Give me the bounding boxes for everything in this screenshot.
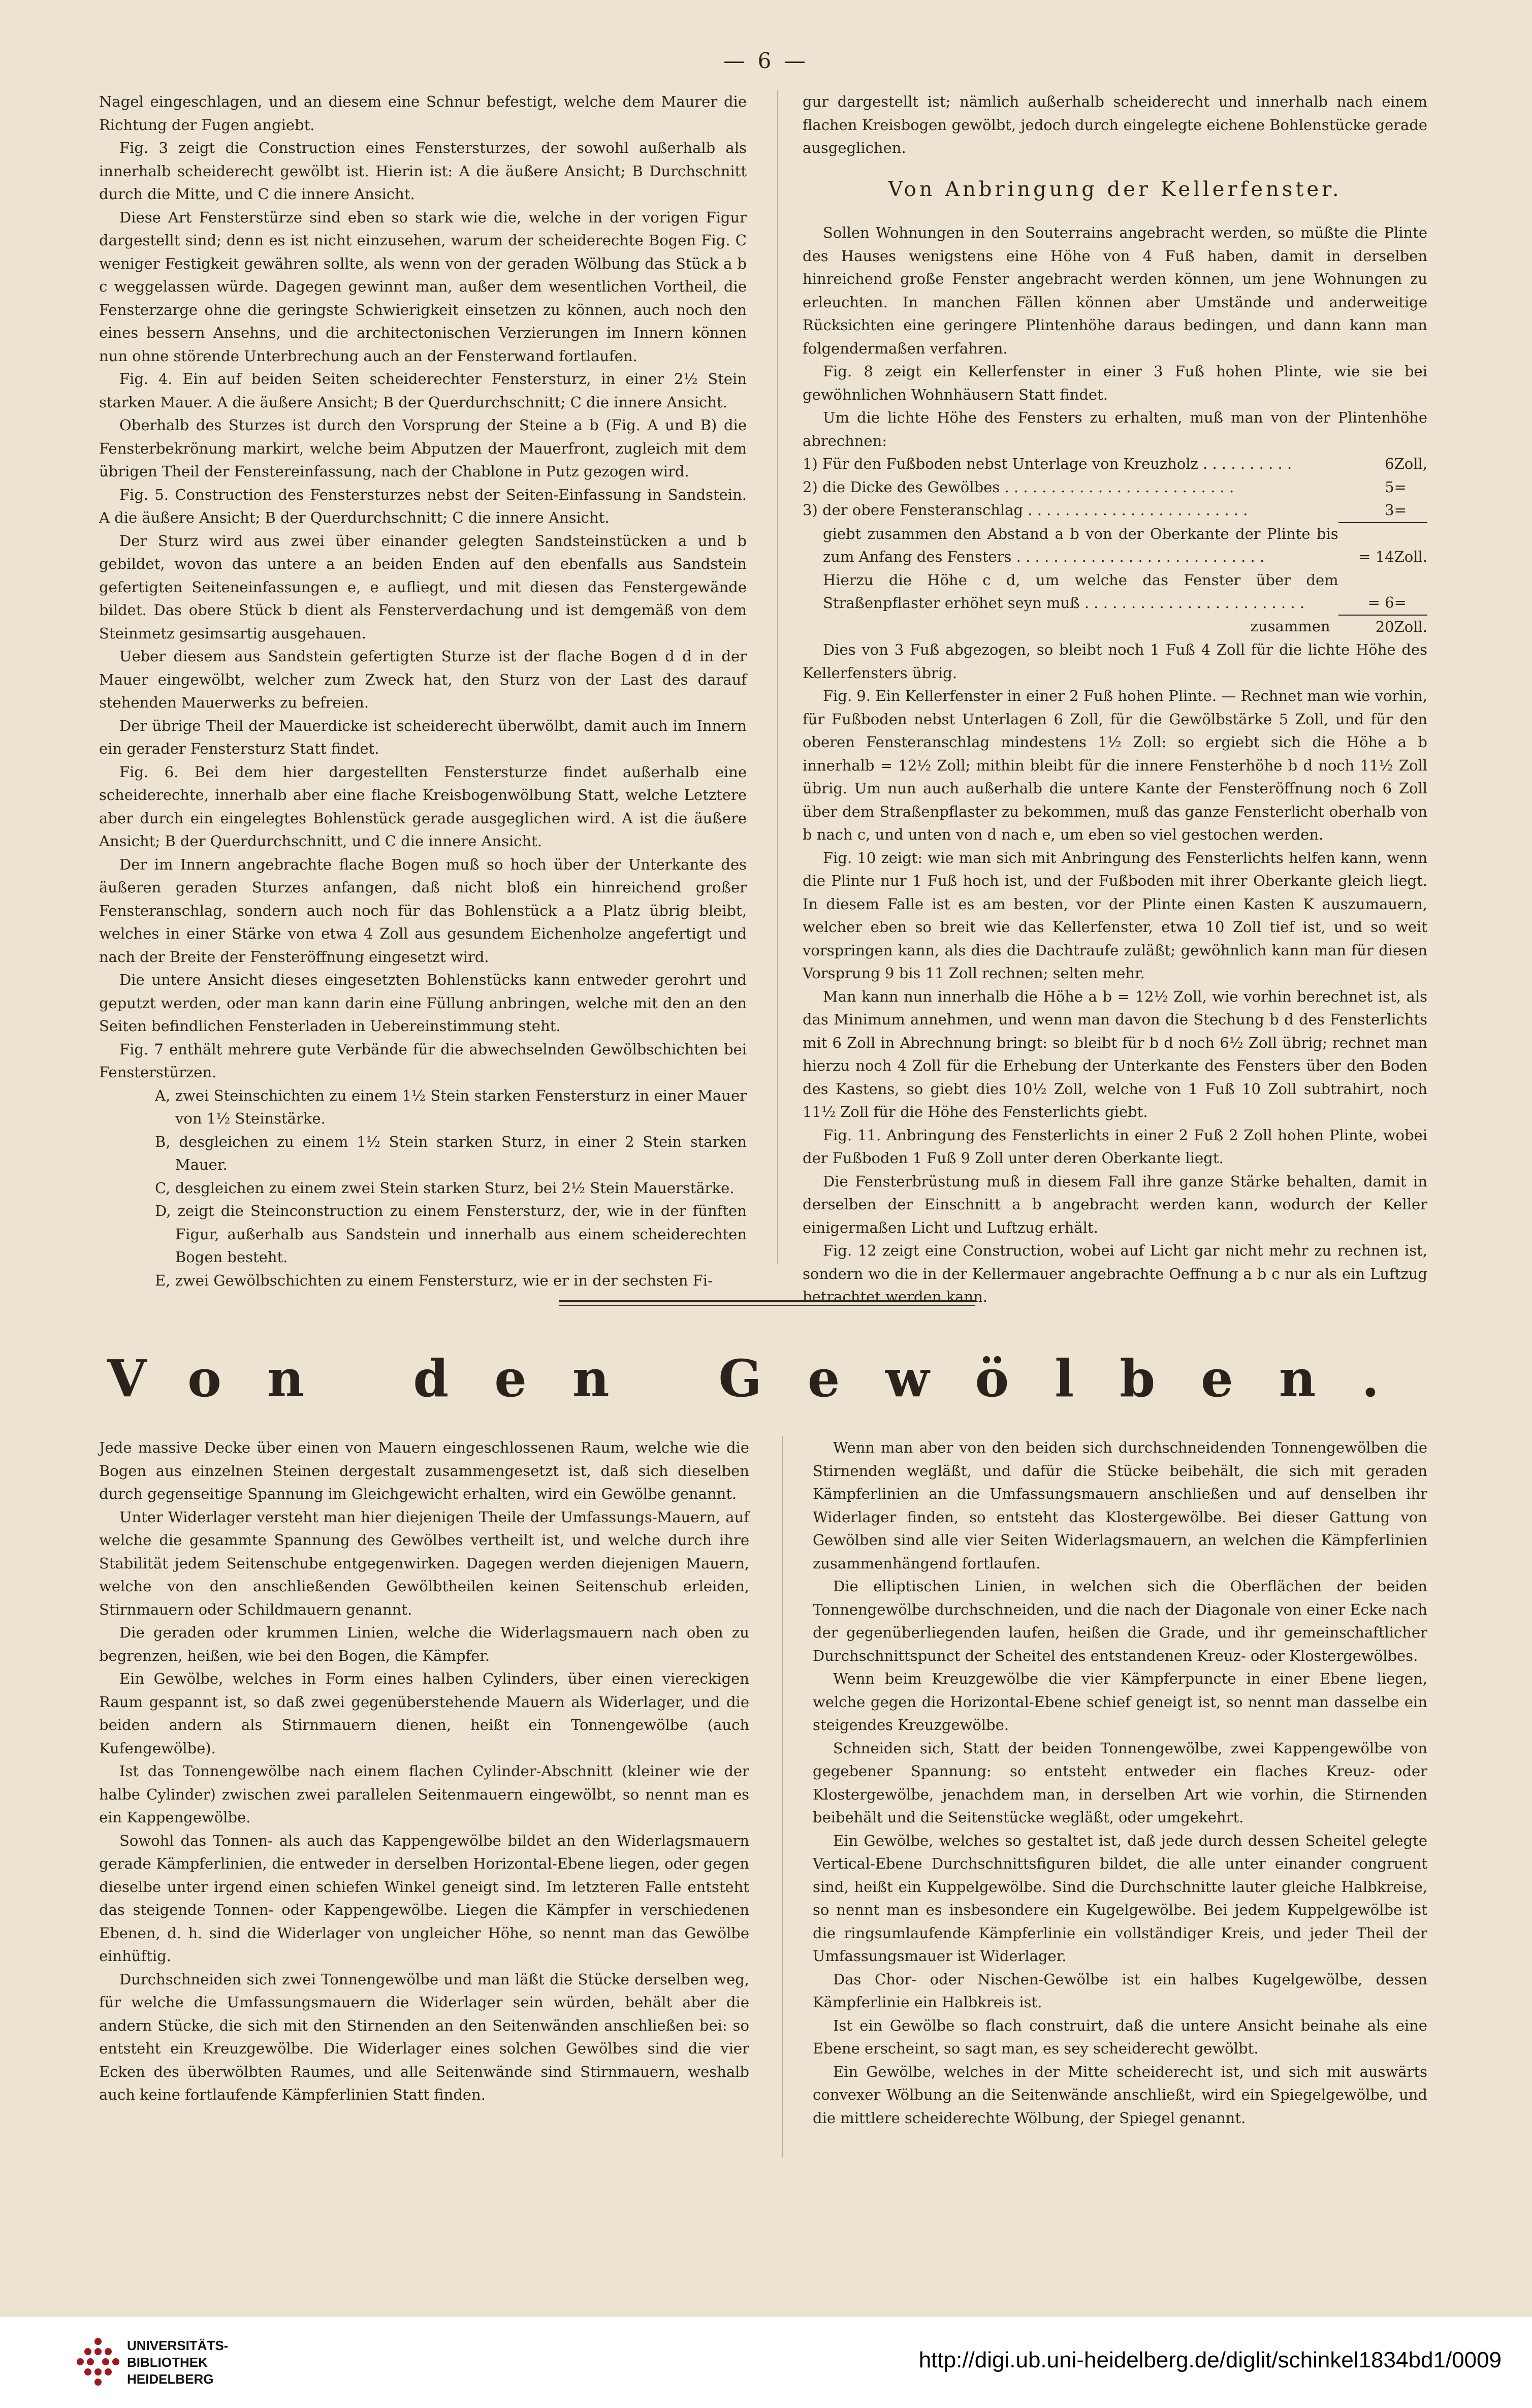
fig7-list-item: B, desgleichen zu einem 1½ Stein starken Sturz, in einer 2 Stein starken Mauer.: [155, 1133, 747, 1173]
paragraph: Jede massive Decke über einen von Mauern eingeschlossenen Raum, welche wie die Bogen aus einzelnen Steinen dergestalt zusammengesetzt ist, daß sich dieselben durch gegenseitige Spannung im Gleichgewicht erhalten, wird ein Gewölbe genannt.: [99, 1439, 749, 1502]
paragraph: Fig. 7 enthält mehrere gute Verbände für die abwechselnden Gewölbschichten bei Fensterstürzen.: [99, 1040, 747, 1081]
calc-unit: Zoll.: [1394, 523, 1427, 569]
paragraph: Der im Innern angebrachte flache Bogen muß so hoch über der Unterkante des äußeren geraden Sturzes anfangen, daß nicht bloß ein hinreichend großer Fensteranschlag, sondern auch noch für das Bohlenstück a a Platz übrig bleibt, welches in einer Stärke von etwa 4 Zoll aus gesundem Eichenholze angefertigt und nach der Breite der Fensteröffnung eingesetzt wird.: [99, 855, 747, 966]
logo-line: BIBLIOTHEK: [127, 2355, 208, 2370]
calc-unit: =: [1394, 594, 1407, 611]
top-right-column: [803, 90, 1427, 1309]
paragraph: Ueber diesem aus Sandstein gefertigten Sturze ist der flache Bogen d d in der Mauer eingewölbt, welcher zum Zweck hat, den Sturz von der Last des darauf stehenden Mauerwerks zu befreien.: [99, 648, 747, 711]
paragraph: Diese Art Fensterstürze sind eben so stark wie die, welche in der vorigen Figur dargestellt sind; denn es ist nicht einzusehen, warum der scheiderechte Bogen Fig. C weniger Festigkeit gewähren sollte, als wenn von der geraden Wölbung das Stück a b c weggelassen würde. Dagegen gewinnt man, außer dem wesentlichen Vortheil, die Fensterzarge ohne die geringste Schwierigkeit einsetzen zu können, auch noch den eines bessern Ansehns, und die architectonischen Verzierungen im Innern können nun ohne störende Unterbrechung auch an der Fensterwand fortlaufen.: [99, 208, 747, 365]
calc-value: 5: [1385, 478, 1394, 496]
section-heading: Von Anbringung der Kellerfenster.: [888, 177, 1342, 201]
calc-label: 2) die Dicke des Gewölbes . . . . . . . . . . . . . . . . . . . . . . . . .: [803, 478, 1234, 496]
calc-label: 3) der obere Fensteranschlag . . . . . . . . . . . . . . . . . . . . . . . .: [803, 501, 1248, 519]
paragraph: Ist das Tonnengewölbe nach einem flachen Cylinder-Abschnitt (kleiner wie der halbe Cylinder) zwischen zwei parallelen Seitenmauern eingewölbt, so nennt man es ein Kappengewölbe.: [99, 1762, 749, 1826]
calc-value: 6: [1385, 455, 1394, 472]
paragraph: Ein Gewölbe, welches in der Mitte scheiderecht ist, und sich mit auswärts convexer Wölbung an die Seitenwände anschließt, wird ein Spiegelgewölbe, und die mittlere scheiderechte Wölbung, der Spiegel genannt.: [813, 2063, 1427, 2127]
calculation-table: [803, 453, 1427, 638]
paragraph: Die geraden oder krummen Linien, welche die Widerlagsmauern nach oben zu begrenzen, heißen, wie bei den Bogen, die Kämpfer.: [99, 1624, 749, 1664]
paragraph: Ein Gewölbe, welches in Form eines halben Cylinders, über einen viereckigen Raum gespannt ist, so daß zwei gegenüberstehende Mauern als Widerlager, und die beiden andern als Stirnmauern dienen, heißt ein Tonnengewölbe (auch Kufengewölbe).: [99, 1670, 749, 1757]
paragraph: Dies von 3 Fuß abgezogen, so bleibt noch 1 Fuß 4 Zoll für die lichte Höhe des Kellerfensters übrig.: [803, 641, 1427, 682]
calc-label: 1) Für den Fußboden nebst Unterlage von Kreuzholz . . . . . . . . . .: [803, 455, 1292, 472]
calc-label: giebt zusammen den Abstand a b von der Oberkante der Plinte bis zum Anfang des Fensters . . . . . . . . . . . . . . . . . . . . . . . . . . .: [823, 525, 1338, 565]
paragraph: Ein Gewölbe, welches so gestaltet ist, daß jede durch dessen Scheitel gelegte Vertical-Ebene Durchschnittsfiguren bildet, die alle unter einander congruent sind, heißt ein Kuppelgewölbe. Sind die Durchschnitte lauter gleiche Halbkreise, so nennt man es insbesondere ein Kugelgewölbe. Bei jedem Kuppelgewölbe ist die ringsumlaufende Kämpferlinie ein vollständiger Kreis, und jeder Theil der Umfassungsmauer ist Widerlager.: [813, 1832, 1427, 1965]
paragraph: Fig. 3 zeigt die Construction eines Fenstersturzes, der sowohl außerhalb als innerhalb scheiderecht gewölbt ist. Hierin ist: A die äußere Ansicht; B Durchschnitt durch die Mitte, und C die innere Ansicht.: [99, 139, 747, 203]
paragraph: Unter Widerlager versteht man hier diejenigen Theile der Umfassungs-Mauern, auf welche die gesammte Spannung des Gewölbes vertheilt ist, und welche durch ihre Stabilität jedem Seitenschube entgegenwirken. Dagegen werden diejenigen Mauern, welche von den anschließenden Gewölbtheilen keinen Seitenschub erleiden, Stirnmauern oder Schildmauern genannt.: [99, 1508, 749, 1618]
fig7-list-item: D, zeigt die Steinconstruction zu einem Fenstersturz, der, wie in der fünften Figur, außerhalb aus Sandstein und innerhalb aus einem scheiderechten Bogen besteht.: [155, 1202, 747, 1266]
paragraph: Man kann nun innerhalb die Höhe a b = 12½ Zoll, wie vorhin berechnet ist, als das Minimum annehmen, und wenn man davon die Stechung b d des Fensterlichts mit 6 Zoll in Abrechnung bringt: so bleibt für b d noch 6½ Zoll übrig; rechnet man hierzu noch 4 Zoll für die Erhebung der Unterkante des Fensters über den Boden des Kastens, so giebt dies 10½ Zoll, welche von 1 Fuß 10 Zoll subtrahirt, noch 11½ Zoll für die Höhe des Fensterlichts giebt.: [803, 987, 1427, 1120]
calc-row: [803, 453, 1427, 476]
top-left-column: [99, 90, 747, 1292]
permalink-url[interactable]: http://digi.ub.uni-heidelberg.de/diglit/schinkel1834bd1/0009: [918, 2348, 1502, 2372]
paragraph: Fig. 9. Ein Kellerfenster in einer 2 Fuß hohen Plinte. — Rechnet man wie vorhin, für Fußboden nebst Unterlagen 6 Zoll, für die Gewölbstärke 5 Zoll, und für den oberen Fensteranschlag mindestens 1½ Zoll: so ergiebt sich die Höhe a b innerhalb = 12½ Zoll; mithin bleibt für die innere Fensterhöhe b d noch 11½ Zoll übrig. Um nun auch außerhalb die untere Kante der Fensteröffnung noch 6 Zoll über dem Straßenpflaster zu bekommen, muß das ganze Fensterlicht oberhalb von b nach c, und unten von d nach e, um eben so viel gestochen werden.: [803, 687, 1427, 843]
paragraph: Die elliptischen Linien, in welchen sich die Oberflächen der beiden Tonnengewölbe durchschneiden, und die nach der Diagonale von einer Ecke nach der gegenüberliegenden laufen, heißen die Grade, und ihr gemeinschaftlicher Durchschnittspunct der Scheitel des entstandenen Kreuz- oder Klostergewölbes.: [813, 1578, 1427, 1664]
calc-value: = 14: [1338, 523, 1394, 569]
paragraph: Der übrige Theil der Mauerdicke ist scheiderecht überwölbt, damit auch im Innern ein gerader Fenstersturz Statt findet.: [99, 717, 747, 757]
main-title: Von den Gewölben.: [107, 1349, 1425, 1408]
paragraph: Fig. 11. Anbringung des Fensterlichts in einer 2 Fuß 2 Zoll hohen Plinte, wobei der Fußboden 1 Fuß 9 Zoll unter deren Oberkante liegt.: [803, 1126, 1427, 1167]
paragraph: Das Chor- oder Nischen-Gewölbe ist ein halbes Kugelgewölbe, dessen Kämpferlinie ein Halbkreis ist.: [813, 1970, 1427, 2011]
calc-row: [803, 499, 1427, 523]
paragraph: Fig. 8 zeigt ein Kellerfenster in einer 3 Fuß hohen Plinte, wie sie bei gewöhnlichen Wohnhäusern Statt findet.: [803, 363, 1427, 403]
bottom-right-column: [813, 1436, 1427, 2130]
paragraph: Sowohl das Tonnen- als auch das Kappengewölbe bildet an den Widerlagsmauern gerade Kämpferlinien, die entweder in derselben Horizontal-Ebene liegen, oder gegen dieselbe unter irgend einen schiefen Winkel geneigt sind. Im letzteren Falle entsteht das steigende Tonnen- oder Kappengewölbe. Liegen die Kämpfer in verschiedenen Ebenen, d. h. sind die Widerlager von ungleicher Höhe, so nennt man das Gewölbe einhüftig.: [99, 1832, 749, 1965]
library-footer: [0, 2317, 1532, 2408]
paragraph: Fig. 5. Construction des Fenstersturzes nebst der Seiten-Einfassung in Sandstein. A die äußere Ansicht; B der Querdurchschnitt; C die innere Ansicht.: [99, 486, 747, 526]
column-gutter: [782, 1436, 783, 2158]
paragraph: Oberhalb des Sturzes ist durch den Vorsprung der Steine a b (Fig. A und B) die Fensterbekrönung markirt, welche beim Abputzen der Mauerfront, zugleich mit dem übrigen Theil der Fenstereinfassung, nach der Chablone in Putz gezogen wird.: [99, 416, 747, 480]
paragraph: gur dargestellt ist; nämlich außerhalb scheiderecht und innerhalb nach einem flachen Kreisbogen gewölbt, jedoch durch eingelegte eichene Bohlenstücke gerade ausgeglichen.: [803, 93, 1427, 156]
column-gutter: [777, 90, 778, 1264]
paragraph: Durchschneiden sich zwei Tonnengewölbe und man läßt die Stücke derselben weg, für welche die Umfassungsmauern die Widerlager sein würden, behält aber die andern Stücke, die sich mit den Stirnenden an den Seitenwänden anschließen bei: so entsteht ein Kreuzgewölbe. Die Widerlager eines solchen Gewölbes sind die vier Ecken des überwölbten Raumes, und alle Seitenwände sind Stirnmauern, weshalb auch keine fortlaufende Kämpferlinien Statt finden.: [99, 1970, 749, 2103]
paragraph: Die Fensterbrüstung muß in diesem Fall ihre ganze Stärke behalten, damit in derselben der Einschnitt a b angebracht werden kann, wodurch der Keller einigermaßen Licht und Luftzug erhält.: [803, 1172, 1427, 1236]
fig7-list-item: A, zwei Steinschichten zu einem 1½ Stein starken Fenstersturz in einer Mauer von 1½ Steinstärke.: [155, 1086, 747, 1127]
calc-row: [803, 476, 1427, 499]
page-number: — 6 —: [723, 48, 809, 73]
calc-label: zusammen: [1250, 617, 1330, 635]
paragraph: Ist ein Gewölbe so flach construirt, daß die untere Ansicht beinahe als eine Ebene erscheint, so sagt man, es sey scheiderecht gewölbt.: [813, 2016, 1427, 2057]
paragraph: Wenn man aber von den beiden sich durchschneidenden Tonnengewölben die Stirnenden wegläßt, und dafür die Stücke beibehält, die sich mit geraden Kämpferlinien an die Umfassungsmauern anschließen und auf denselben ihr Widerlager finden, so entsteht das Klostergewölbe. Bei dieser Gattung von Gewölben sind alle vier Seiten Widerlagsmauern, an welchen die Kämpferlinien zusammenhängend fortlaufen.: [813, 1439, 1427, 1572]
calc-value: 20: [1338, 615, 1394, 639]
paragraph: Um die lichte Höhe des Fensters zu erhalten, muß man von der Plintenhöhe abrechnen:: [803, 409, 1427, 450]
paragraph: Fig. 12 zeigt eine Construction, wobei auf Licht gar nicht mehr zu rechnen ist, sondern wo die in der Kellermauer angebrachte Oeffnung a b c nur als ein Luftzug betrachtet werden kann.: [803, 1242, 1427, 1305]
fig7-list-item: C, desgleichen zu einem zwei Stein starken Sturz, bei 2½ Stein Mauerstärke.: [155, 1179, 735, 1197]
logo-line: HEIDELBERG: [127, 2371, 214, 2387]
divider-rule: [559, 1300, 975, 1302]
fig7-list-item: E, zwei Gewölbschichten zu einem Fenstersturz, wie er in der sechsten Fi-: [155, 1271, 713, 1289]
university-seal-icon: [75, 2336, 121, 2387]
calc-row: [803, 569, 1427, 615]
paragraph: Wenn beim Kreuzgewölbe die vier Kämpferpuncte in einer Ebene liegen, welche gegen die Horizontal-Ebene schief geneigt ist, so nennt man dasselbe ein steigendes Kreuzgewölbe.: [813, 1670, 1427, 1733]
paragraph: Sollen Wohnungen in den Souterrains angebracht werden, so müßte die Plinte des Hauses wenigstens eine Höhe von 4 Fuß haben, damit in derselben hinreichend große Fenster angebracht werden können, um jene Wohnungen zu erleuchten. In manchen Fällen können aber Umstände und anderweitige Rücksichten eine geringere Plintenhöhe daraus bedingen, und dann kann man folgendermaßen verfahren.: [803, 224, 1427, 357]
paragraph: Fig. 10 zeigt: wie man sich mit Anbringung des Fensterlichts helfen kann, wenn die Plinte nur 1 Fuß hoch ist, und der Fußboden mit ihrer Oberkante gleich liegt. In diesem Falle ist es am besten, vor der Plinte einen Kasten K auszumauern, welcher eben so breit wie das Kellerfenster, etwa 10 Zoll tief ist, und so weit vorspringen kann, als dies die Dachtraufe zuläßt; gewöhnlich kann man für diesen Vorsprung 9 bis 11 Zoll rechnen; selten mehr.: [803, 849, 1427, 982]
divider-rule-thin: [559, 1305, 975, 1306]
logo-line: UNIVERSITÄTS-: [127, 2338, 229, 2353]
calc-row: [803, 523, 1427, 569]
calc-value: = 6: [1367, 594, 1394, 611]
calc-unit: =: [1394, 501, 1407, 519]
calc-row: [803, 615, 1427, 639]
bottom-left-column: [99, 1436, 749, 2107]
paragraph: Schneiden sich, Statt der beiden Tonnengewölbe, zwei Kappengewölbe von gegebener Spannung: so entsteht entweder ein flaches Kreuz- oder Klostergewölbe, jenachdem man, in derselben Art wie vorhin, die Stirnenden beibehält und die Seitenstücke wegläßt, oder umgekehrt.: [813, 1739, 1427, 1826]
library-logo-text: [127, 2337, 228, 2388]
paragraph: Die untere Ansicht dieses eingesetzten Bohlenstücks kann entweder gerohrt und geputzt werden, oder man kann darin eine Füllung anbringen, welche mit den an den Seiten befindlichen Fensterladen in Uebereinstimmung steht.: [99, 971, 747, 1035]
calc-value: 3: [1385, 501, 1394, 519]
calc-unit: Zoll,: [1394, 455, 1427, 472]
calc-label: Hierzu die Höhe c d, um welche das Fenster über dem Straßenpflaster erhöhet seyn muß . . . . . . . . . . . . . . . . . . . . . . . .: [823, 571, 1338, 612]
paragraph: Nagel eingeschlagen, und an diesem eine Schnur befestigt, welche dem Maurer die Richtung der Fugen angiebt.: [99, 93, 747, 134]
paragraph: Fig. 4. Ein auf beiden Seiten scheiderechter Fenstersturz, in einer 2½ Stein starken Mauer. A die äußere Ansicht; B der Querdurchschnitt; C die innere Ansicht.: [99, 370, 747, 411]
calc-unit: Zoll.: [1394, 615, 1427, 639]
paragraph: Fig. 6. Bei dem hier dargestellten Fenstersturze findet außerhalb eine scheiderechte, innerhalb aber eine flache Kreisbogenwölbung Statt, welche Letztere aber durch ein eingelegtes Bohlenstück gerade ausgeglichen wird. A ist die äußere Ansicht; B der Querdurchschnitt, und C die innere Ansicht.: [99, 763, 747, 850]
calc-unit: =: [1394, 478, 1407, 496]
paragraph: Der Sturz wird aus zwei über einander gelegten Sandsteinstücken a und b gebildet, wovon das untere a an beiden Enden auf den ebenfalls aus Sandstein gefertigten Seiteneinfassungen e, e aufliegt, und mit diesen das Fenstergewände bildet. Das obere Stück b dient als Fensterverdachung und ist demgemäß von dem Steinmetz gesimsartig ausgehauen.: [99, 532, 747, 642]
